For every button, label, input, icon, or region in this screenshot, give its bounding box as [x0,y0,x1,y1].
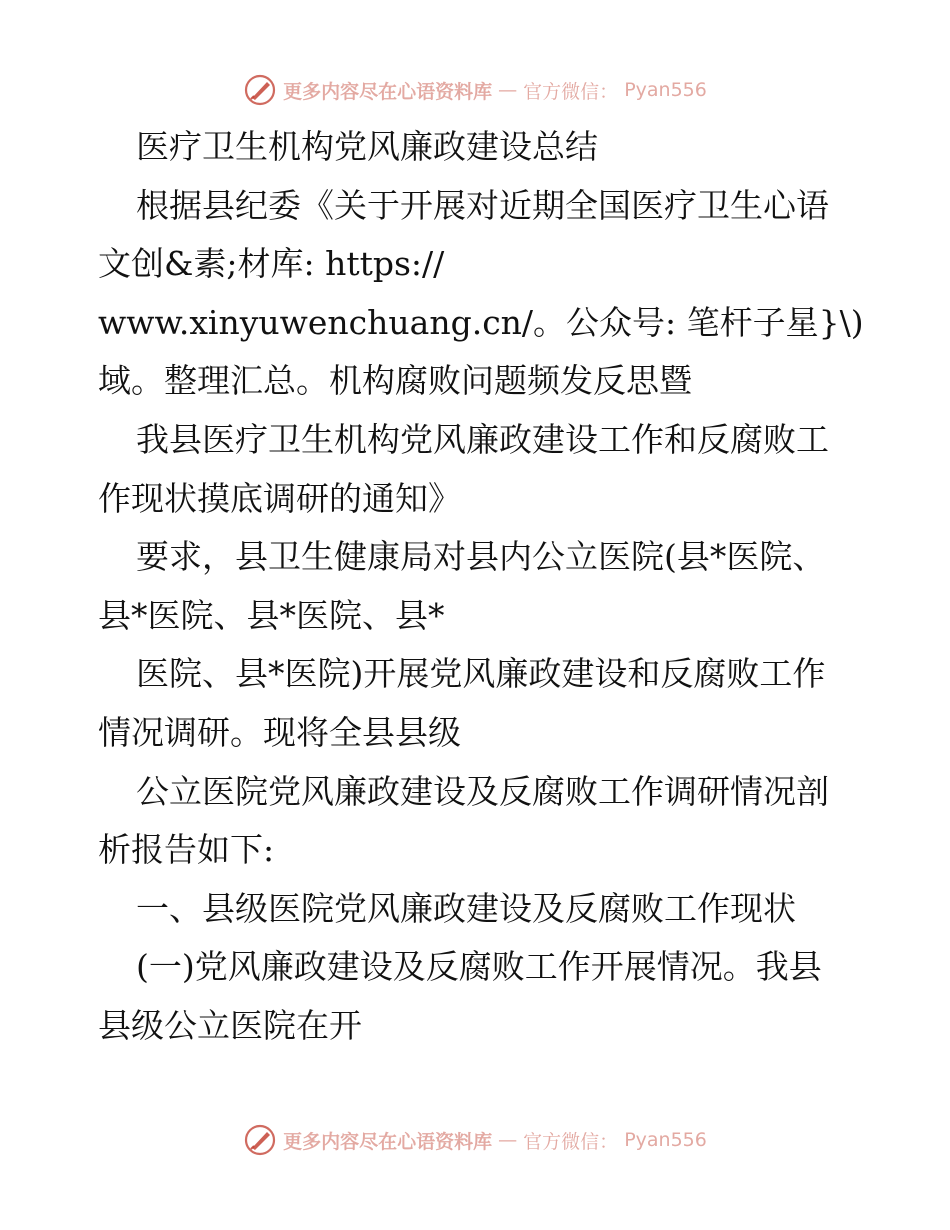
paragraph-line: 县级公立医院在开 [98,1005,362,1045]
watermark-banner-bottom [0,1120,950,1160]
watermark-wechat-label: 官方微信： [523,80,619,103]
paragraph-line: 作现状摸底调研的通知》 [98,478,461,518]
paragraph-line: 文创&素;材库: https:// [98,244,445,284]
paragraph-line: 析报告如下: [98,830,275,870]
quill-seal-icon [243,73,277,107]
paragraph-line: 根据县纪委《关于开展对近期全国医疗卫生心语 [136,185,829,225]
quill-seal-icon [243,1123,277,1157]
document-title: 医疗卫生机构党风廉政建设总结 [136,127,598,166]
paragraph-line: www.xinyuwenchuang.cn/。公众号: 笔杆子星}\) [98,302,864,342]
watermark-text: 更多内容尽在心语资料库 [283,1130,493,1153]
watermark-text: 更多内容尽在心语资料库 [283,80,493,103]
watermark-separator: — [498,79,518,101]
watermark-wechat-label: 官方微信： [523,1130,619,1153]
document-body [98,118,868,1056]
paragraph-line: 医院、县*医院)开展党风廉政建设和反腐败工作 [136,654,826,694]
watermark-separator: — [498,1129,518,1151]
paragraph-line: 我县医疗卫生机构党风廉政建设工作和反腐败工 [136,419,829,459]
watermark-banner-top [0,70,950,110]
paragraph-line: 县*医院、县*医院、县* [98,595,445,635]
paragraph-line: 情况调研。现将全县县级 [98,712,461,752]
section-heading: 一、县级医院党风廉政建设及反腐败工作现状 [136,888,796,928]
watermark-wechat-id: Pyan556 [624,79,707,101]
watermark-wechat-id: Pyan556 [624,1129,707,1151]
paragraph-line: 要求，县卫生健康局对县内公立医院(县*医院、 [136,537,826,577]
paragraph-line: 公立医院党风廉政建设及反腐败工作调研情况剖 [136,771,829,811]
paragraph-line: 域。整理汇总。机构腐败问题频发反思暨 [98,361,692,401]
paragraph-line: (一)党风廉政建设及反腐败工作开展情况。我县 [136,947,822,987]
